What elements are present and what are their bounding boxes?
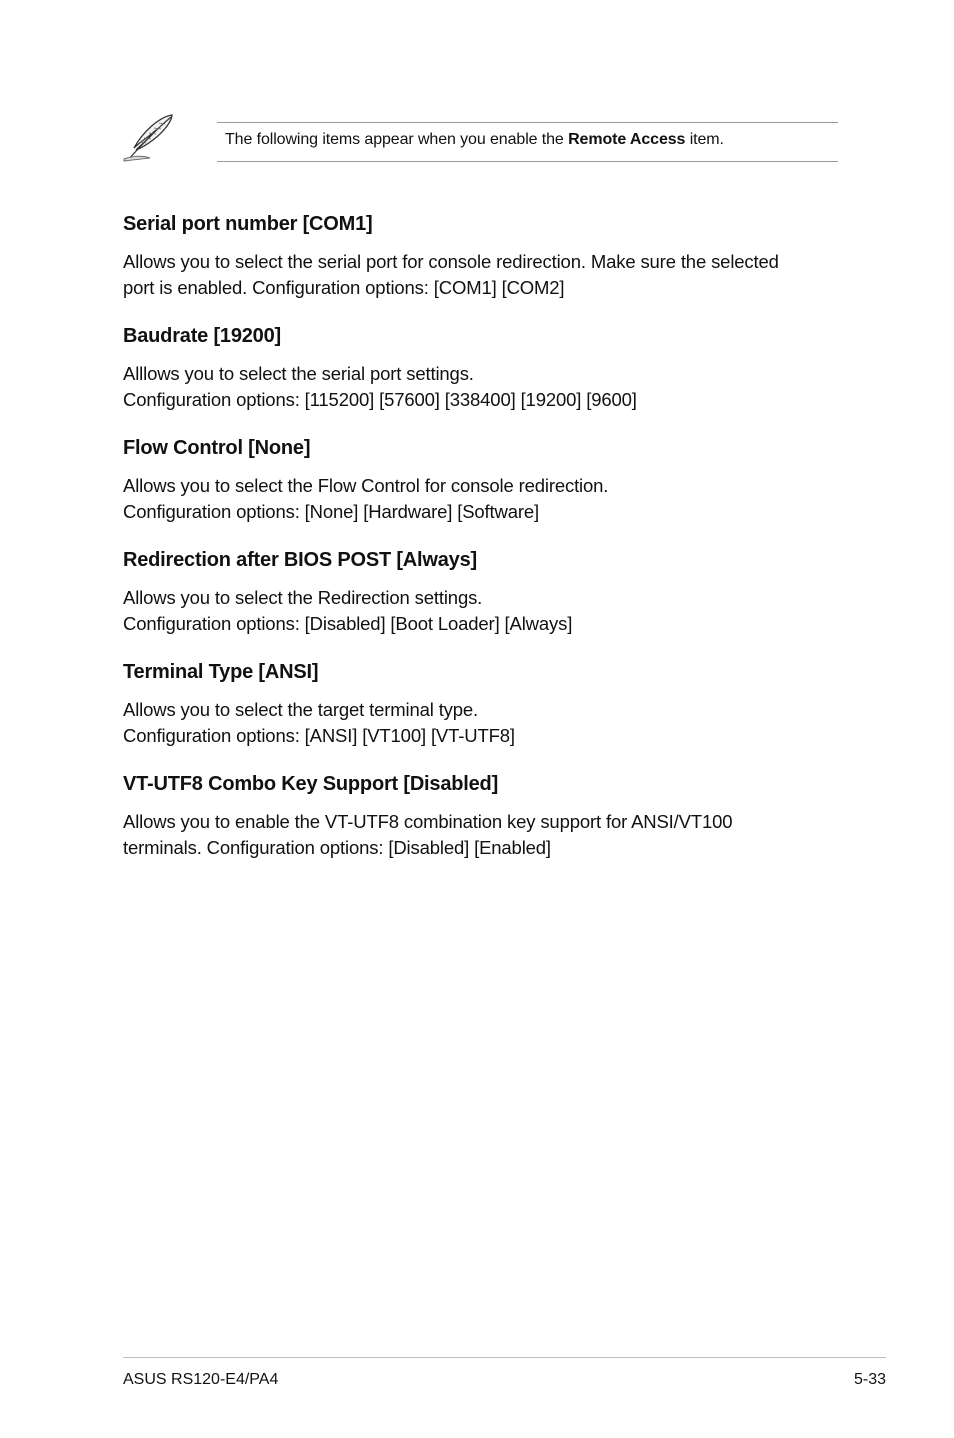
item-description [123,697,838,749]
item-description-line: Allows you to enable the VT-UTF8 combination key support for ANSI/VT100 [123,811,733,832]
note-text-before: The following items appear when you enable the [225,131,569,148]
item-serial-port-number [123,210,838,301]
footer-page-number: 5-33 [853,1371,886,1388]
footer-product-name: ASUS RS120-E4/PA4 [123,1371,279,1388]
item-description-line: terminals. Configuration options: [Disabled] [Enabled] [123,837,551,858]
item-title: Baudrate [19200] [123,325,281,347]
note-text-bold: Remote Access [568,131,686,148]
item-description [123,361,838,413]
item-flow-control [123,434,838,525]
item-description-line: Configuration options: [ANSI] [VT100] [VT-UTF8] [123,725,515,746]
item-title: Serial port number [COM1] [123,213,373,235]
item-description-line: Alllows you to select the serial port settings. [123,363,474,384]
item-vt-utf8-combo-key-support [123,770,838,861]
bios-items [123,210,838,882]
note-callout [0,0,954,170]
item-description [123,249,838,301]
item-title: Redirection after BIOS POST [Always] [123,549,477,571]
note-text [225,130,724,150]
page-footer [123,1357,886,1388]
item-description [123,585,838,637]
item-description-line: Configuration options: [Disabled] [Boot Loader] [Always] [123,613,573,634]
item-description [123,809,838,861]
item-description-line: Allows you to select the target terminal type. [123,699,479,720]
item-description-line: Configuration options: [None] [Hardware] [Software] [123,501,540,522]
item-title: Flow Control [None] [123,437,311,459]
item-description [123,473,838,525]
item-redirection-after-bios-post [123,546,838,637]
item-title: Terminal Type [ANSI] [123,661,319,683]
item-terminal-type [123,658,838,749]
item-description-line: Allows you to select the Flow Control for console redirection. [123,475,609,496]
note-text-after: item. [685,131,724,148]
item-title: VT-UTF8 Combo Key Support [Disabled] [123,773,499,795]
item-description-line: Allows you to select the Redirection settings. [123,587,483,608]
item-baudrate [123,322,838,413]
item-description-line: Allows you to select the serial port for console redirection. Make sure the selected [123,251,779,272]
feather-pen-icon [120,112,178,164]
note-box [217,122,838,162]
item-description-line: port is enabled. Configuration options: [COM1] [COM2] [123,277,565,298]
item-description-line: Configuration options: [115200] [57600] [338400] [19200] [9600] [123,389,637,410]
